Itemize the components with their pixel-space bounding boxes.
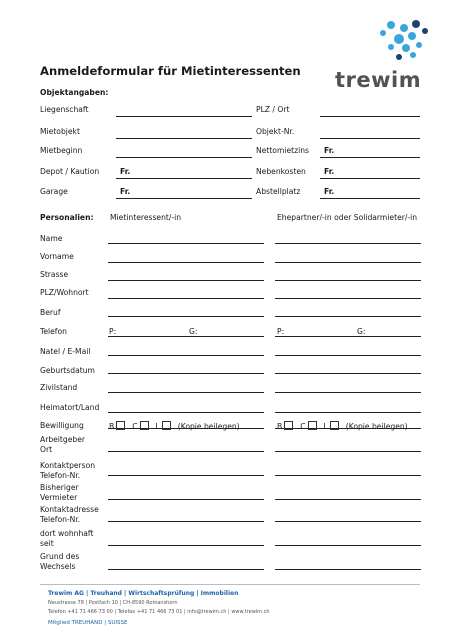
permit-letter: B: [277, 422, 283, 431]
field-label-line1: Zivilstand: [40, 383, 78, 392]
field-label-line1: Arbeitgeber: [40, 435, 86, 444]
input-line-tenant[interactable]: [108, 355, 264, 356]
field-label-line1: Grund des: [40, 552, 80, 561]
input-line-partner[interactable]: [275, 475, 421, 476]
permit-note: (Kopie beilegen): [177, 422, 240, 431]
input-line-partner[interactable]: [275, 355, 421, 356]
permit-letter: C: [300, 422, 306, 431]
input-line[interactable]: [320, 178, 420, 179]
field-label-line1: Kontaktperson: [40, 461, 96, 470]
footer-contact: Telefon +41 71 466 73 00 | Telefax +41 71 466 73 01 | info@trewim.ch | www.trewim.ch: [48, 609, 270, 615]
input-line[interactable]: [116, 178, 252, 179]
objekt-label: Depot / Kaution: [40, 167, 100, 176]
footer-membership: Mitglied TREUHAND | SUISSE: [48, 620, 128, 626]
field-label: [40, 366, 95, 376]
field-label-line1: Natel / E-Mail: [40, 347, 91, 356]
input-line-partner[interactable]: [275, 336, 421, 337]
field-label: [40, 403, 99, 413]
phone-private-label: P:: [277, 327, 285, 336]
input-line-tenant[interactable]: [108, 412, 264, 413]
currency-prefix: Fr.: [324, 187, 335, 196]
logo-dot: [402, 44, 410, 52]
input-line-partner[interactable]: [275, 499, 421, 500]
input-line-tenant[interactable]: [108, 316, 264, 317]
permit-options-tenant: [109, 421, 240, 431]
objekt-heading: Objektangaben:: [40, 88, 109, 97]
logo-dot: [387, 21, 395, 29]
input-line-tenant[interactable]: [108, 243, 264, 244]
input-line-partner[interactable]: [275, 545, 421, 546]
input-line-partner[interactable]: [275, 280, 421, 281]
input-line-partner[interactable]: [275, 262, 421, 263]
input-line-partner[interactable]: [275, 316, 421, 317]
input-line-partner[interactable]: [275, 521, 421, 522]
input-line-tenant[interactable]: [108, 280, 264, 281]
field-label-line1: Kontaktadresse: [40, 505, 99, 514]
logo-dot: [396, 54, 402, 60]
logo-dot: [416, 42, 422, 48]
field-label-line1: Name: [40, 234, 63, 243]
field-label-line2: Telefon-Nr.: [40, 515, 81, 524]
logo-dot: [422, 28, 428, 34]
permit-options-partner: [277, 421, 408, 431]
objekt-label: Mietbeginn: [40, 146, 83, 155]
field-label: [40, 529, 93, 549]
input-line-partner[interactable]: [275, 298, 421, 299]
logo-dot: [388, 44, 394, 50]
input-line-tenant[interactable]: [108, 451, 264, 452]
field-label-line2: Wechsels: [40, 562, 76, 571]
input-line[interactable]: [320, 116, 420, 117]
field-label-line1: Bewilligung: [40, 421, 84, 430]
objekt-label: Nebenkosten: [256, 167, 306, 176]
field-label: [40, 421, 84, 431]
page-title: Anmeldeformular für Mietinteressenten: [40, 64, 301, 78]
column-header-partner: Ehepartner/-in oder Solidarmieter/-in: [277, 213, 418, 222]
input-line-tenant[interactable]: [108, 392, 264, 393]
input-line-tenant[interactable]: [108, 545, 264, 546]
permit-b-checkbox[interactable]: [116, 421, 125, 430]
input-line-partner[interactable]: [275, 569, 421, 570]
input-line-partner[interactable]: [275, 451, 421, 452]
phone-business-label: G:: [357, 327, 366, 336]
logo-dot: [394, 34, 404, 44]
input-line-partner[interactable]: [275, 392, 421, 393]
field-label-line2: seit: [40, 539, 54, 548]
input-line-tenant[interactable]: [108, 336, 264, 337]
input-line[interactable]: [116, 138, 252, 139]
permit-c-checkbox[interactable]: [140, 421, 149, 430]
field-label-line2: Ort: [40, 445, 53, 454]
input-line[interactable]: [116, 157, 252, 158]
field-label-line1: Heimatort/Land: [40, 403, 100, 412]
logo-dot: [380, 30, 386, 36]
currency-prefix: Fr.: [120, 187, 131, 196]
field-label: [40, 327, 67, 337]
field-label: [40, 505, 99, 525]
input-line-partner[interactable]: [275, 412, 421, 413]
field-label: [40, 461, 95, 481]
field-label: [40, 270, 68, 280]
logo-dot: [412, 20, 420, 28]
objekt-label: Nettomietzins: [256, 146, 309, 155]
permit-letter: C: [132, 422, 138, 431]
field-label: [40, 383, 77, 393]
phone-private-label: P:: [109, 327, 117, 336]
input-line-tenant[interactable]: [108, 475, 264, 476]
objekt-label: Garage: [40, 187, 68, 196]
field-label: [40, 435, 85, 455]
field-label-line1: Strasse: [40, 270, 69, 279]
input-line[interactable]: [320, 138, 420, 139]
objekt-label: PLZ / Ort: [256, 105, 290, 114]
input-line-tenant[interactable]: [108, 373, 264, 374]
input-line-tenant[interactable]: [108, 499, 264, 500]
input-line[interactable]: [116, 198, 252, 199]
field-label-line1: Beruf: [40, 308, 61, 317]
permit-b-checkbox[interactable]: [284, 421, 293, 430]
currency-prefix: Fr.: [120, 167, 131, 176]
field-label-line1: dort wohnhaft: [40, 529, 94, 538]
objekt-label: Mietobjekt: [40, 127, 80, 136]
field-label: [40, 347, 90, 357]
field-label: [40, 234, 62, 244]
field-label-line2: Vermieter: [40, 493, 78, 502]
permit-c-checkbox[interactable]: [308, 421, 317, 430]
input-line-tenant[interactable]: [108, 521, 264, 522]
input-line[interactable]: [116, 116, 252, 117]
field-label: [40, 252, 74, 262]
phone-business-label: G:: [189, 327, 198, 336]
currency-prefix: Fr.: [324, 146, 335, 155]
footer-divider: [40, 584, 420, 585]
permit-letter: B: [109, 422, 115, 431]
input-line-tenant[interactable]: [108, 262, 264, 263]
input-line-tenant[interactable]: [108, 298, 264, 299]
objekt-label: Abstellplatz: [256, 187, 301, 196]
objekt-label: Objekt-Nr.: [256, 127, 295, 136]
logo-dot: [408, 32, 416, 40]
field-label-line2: Telefon-Nr.: [40, 471, 81, 480]
permit-letter: L: [155, 422, 160, 431]
permit-letter: L: [323, 422, 328, 431]
input-line-partner[interactable]: [275, 243, 421, 244]
logo-wordmark: trewim: [335, 68, 422, 92]
field-label: [40, 308, 61, 318]
field-label-line1: Geburtsdatum: [40, 366, 95, 375]
currency-prefix: Fr.: [324, 167, 335, 176]
input-line[interactable]: [320, 157, 420, 158]
field-label-line1: Telefon: [40, 327, 67, 336]
permit-note: (Kopie beilegen): [345, 422, 408, 431]
footer-address: Neustrasse 78 | Postfach 10 | CH-8590 Romanshorn: [48, 600, 178, 606]
permit-l-checkbox[interactable]: [162, 421, 171, 430]
personalien-heading: Personalien:: [40, 213, 94, 222]
logo-dot: [410, 52, 416, 58]
input-line-tenant[interactable]: [108, 569, 264, 570]
column-header-tenant: Mietinteressent/-in: [110, 213, 182, 222]
field-label: [40, 552, 79, 572]
field-label: [40, 483, 79, 503]
input-line[interactable]: [320, 198, 420, 199]
footer-company-line: Trewim AG | Treuhand | Wirtschaftsprüfung | Immobilien: [48, 590, 239, 597]
field-label-line1: PLZ/Wohnort: [40, 288, 89, 297]
objekt-label: Liegenschaft: [40, 105, 89, 114]
logo-dot-pattern: [330, 18, 430, 68]
field-label-line1: Bisheriger: [40, 483, 79, 492]
field-label: [40, 288, 89, 298]
field-label-line1: Vorname: [40, 252, 74, 261]
logo-dot: [400, 24, 408, 32]
permit-l-checkbox[interactable]: [330, 421, 339, 430]
input-line-partner[interactable]: [275, 373, 421, 374]
